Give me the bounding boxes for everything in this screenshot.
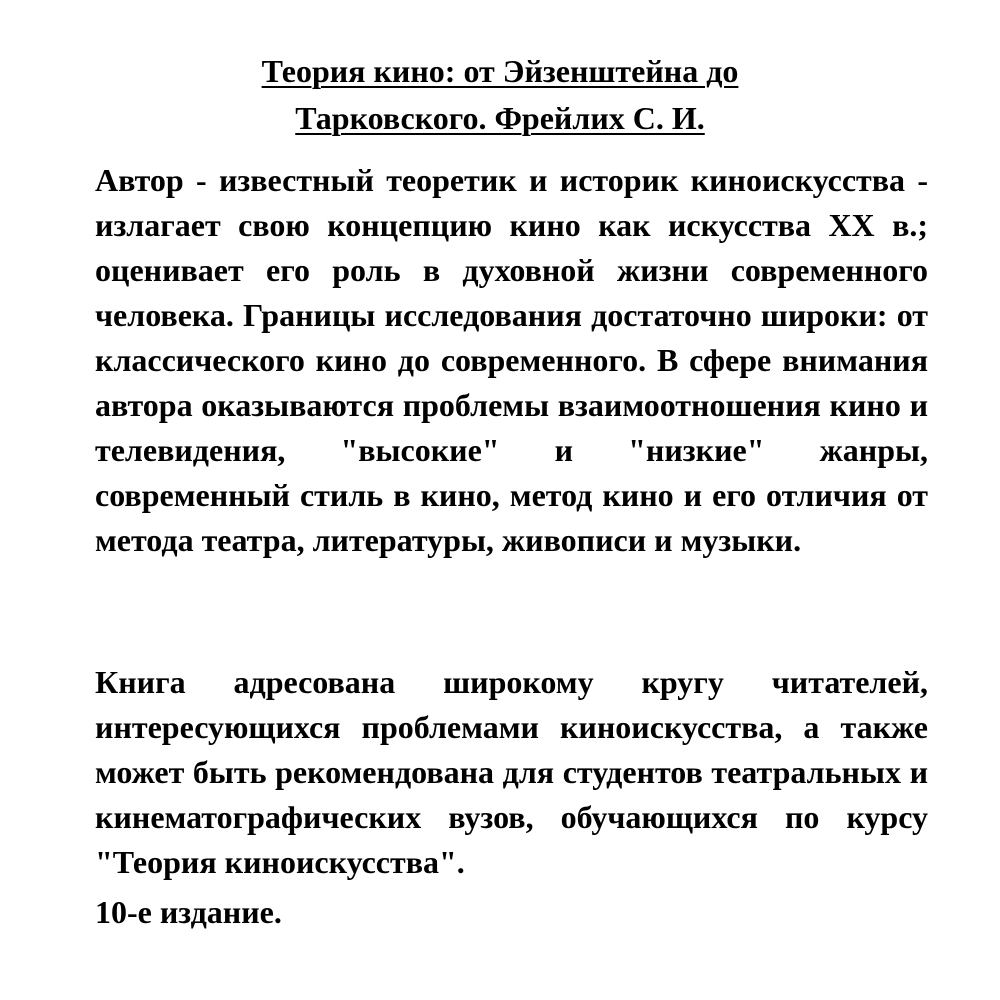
title-line-2: Тарковского. Фрейлих С. И. <box>295 100 705 136</box>
title-line-1: Теория кино: от Эйзенштейна до <box>261 53 739 89</box>
edition-note: 10-е издание. <box>95 894 282 930</box>
description-paragraph: Автор - известный теоретик и историк киноискусства - излагает свою концепцию кино как искусства XX в.; оценивает его роль в духовной жизни современного человека. Границы исследования достаточно широки: от классического кино до современного. В сфере внимания автора оказываются проблемы взаимоотношения кино и телевидения, "высокие" и "низкие" жанры, современный стиль в кино, метод кино и его отличия от метода театра, литературы, живописи и музыки. <box>95 162 928 558</box>
audience-paragraph: Книга адресована широкому кругу читателей, интересующихся проблемами киноискусства, а также может быть рекомендована для студентов театральных и кинематографических вузов, обучающихся по курсу "Теория киноискусства". <box>95 664 928 880</box>
document-title <box>150 48 850 142</box>
